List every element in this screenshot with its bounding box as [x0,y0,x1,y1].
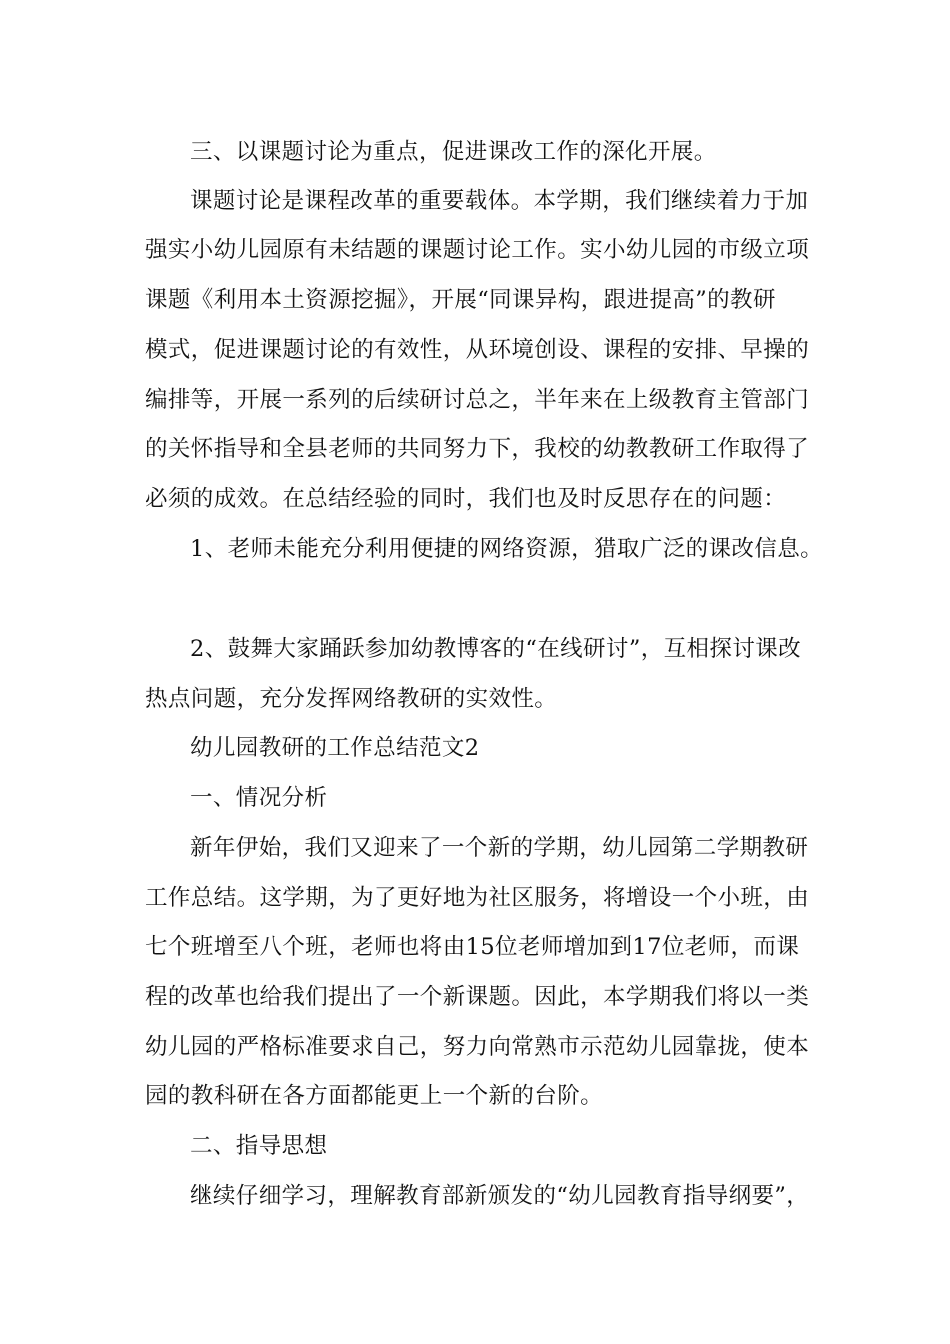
paragraph-line: 课题《利用本土资源挖掘》，开展“同课异构，跟进提高”的教研 [145,287,776,313]
paragraph-line: 编排等，开展一系列的后续研讨总之，半年来在上级教育主管部门 [145,387,810,413]
paragraph-line: 园的教科研在各方面都能更上一个新的台阶。 [145,1083,604,1109]
document-subtitle: 幼儿园教研的工作总结范文2 [190,735,480,761]
paragraph-line: 程的改革也给我们提出了一个新课题。因此，本学期我们将以一类 [145,984,810,1010]
paragraph-line: 继续仔细学习，理解教育部新颁发的“幼儿园教育指导纲要”， [190,1183,810,1209]
paragraph-line: 热点问题，充分发挥网络教研的实效性。 [145,686,558,712]
list-item-2: 2、鼓舞大家踊跃参加幼教博客的“在线研讨”，互相探讨课改 [190,636,802,662]
paragraph-line: 工作总结。这学期，为了更好地为社区服务，将增设一个小班，由 [145,885,810,911]
section-heading-3: 三、以课题讨论为重点，促进课改工作的深化开展。 [190,139,717,165]
paragraph-line: 的关怀指导和全县老师的共同努力下，我校的幼教教研工作取得了 [145,436,810,462]
paragraph-line: 模式，促进课题讨论的有效性，从环境创设、课程的安排、早操的 [145,337,810,363]
paragraph-line: 七个班增至八个班，老师也将由15位老师增加到17位老师，而课 [145,934,800,960]
section-heading-2: 二、指导思想 [190,1133,328,1159]
paragraph-line: 课题讨论是课程改革的重要载体。本学期，我们继续着力于加 [190,188,809,214]
paragraph-line: 必须的成效。在总结经验的同时，我们也及时反思存在的问题： [145,486,787,512]
paragraph-line: 幼儿园的严格标准要求自己，努力向常熟市示范幼儿园靠拢，使本 [145,1034,810,1060]
section-heading-1: 一、情况分析 [190,785,328,811]
paragraph-line: 新年伊始，我们又迎来了一个新的学期，幼儿园第二学期教研 [190,835,809,861]
paragraph-line: 强实小幼儿园原有未结题的课题讨论工作。实小幼儿园的市级立项 [145,237,810,263]
list-item-1: 1、老师未能充分利用便捷的网络资源，猎取广泛的课改信息。 [190,536,824,562]
